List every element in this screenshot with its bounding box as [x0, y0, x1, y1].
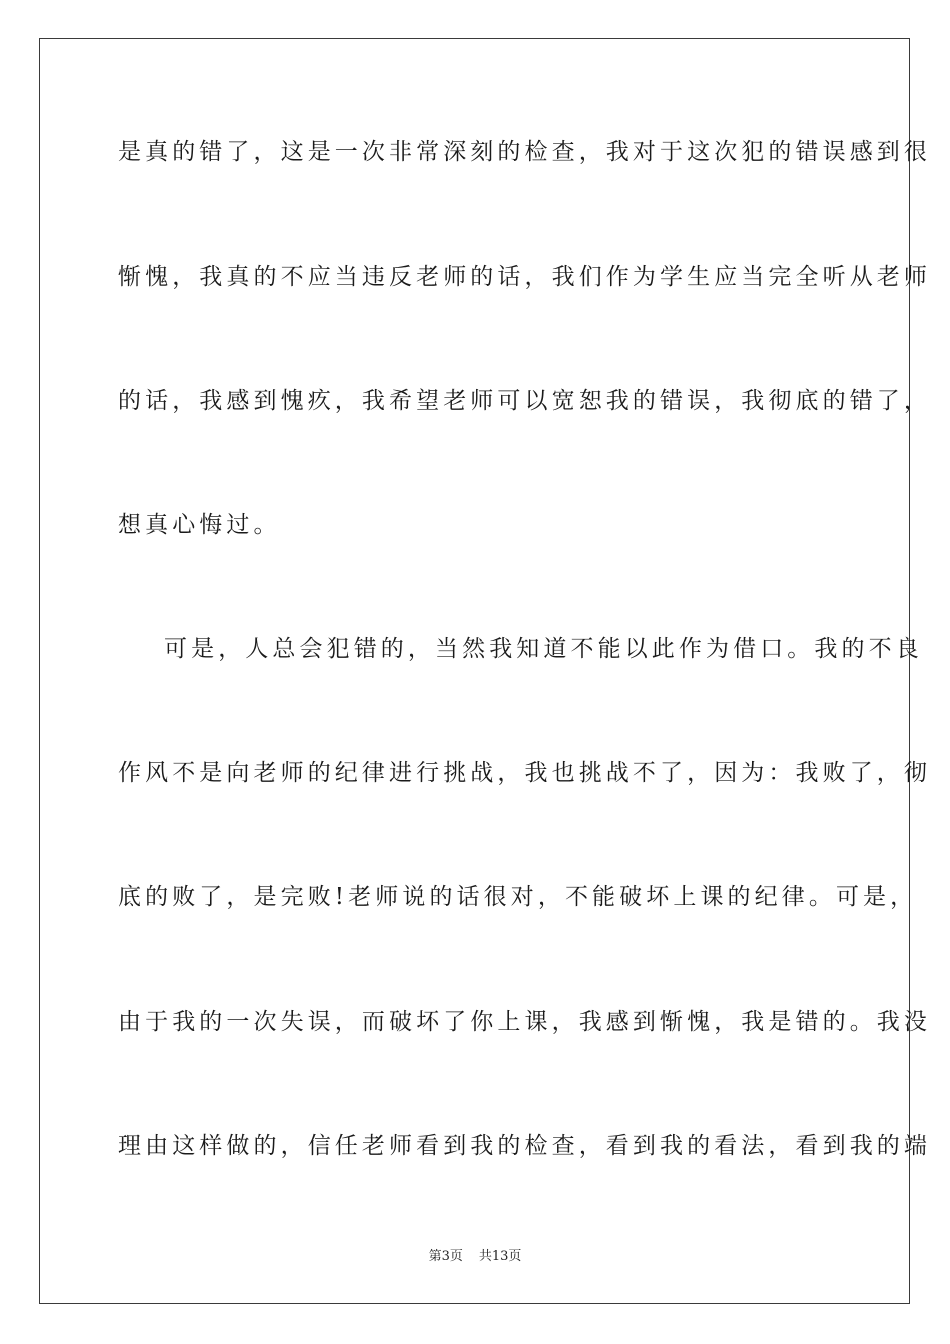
- body-text-line: 是真的错了，这是一次非常深刻的检查，我对于这次犯的错误感到很: [118, 139, 931, 165]
- body-text-line: 的话，我感到愧疚，我希望老师可以宽恕我的错误，我彻底的错了，: [118, 388, 931, 414]
- page-number-footer: [0, 1248, 950, 1266]
- current-page-label: 第3页: [428, 1249, 463, 1264]
- body-text-line: 惭愧，我真的不应当违反老师的话，我们作为学生应当完全听从老师: [118, 264, 931, 290]
- body-text-line: 理由这样做的，信任老师看到我的检查，看到我的看法，看到我的端: [118, 1133, 931, 1159]
- body-text-line: 由于我的一次失误，而破坏了你上课，我感到惭愧，我是错的。我没: [118, 1009, 931, 1035]
- paragraph-first-line: 可是，人总会犯错的，当然我知道不能以此作为借口。我的不良: [164, 636, 923, 662]
- body-text-line: 作风不是向老师的纪律进行挑战，我也挑战不了，因为：我败了，彻: [118, 760, 931, 786]
- body-text-line: 想真心悔过。: [118, 512, 281, 538]
- body-text-line: 底的败了，是完败!老师说的话很对，不能破坏上课的纪律。可是，: [118, 884, 918, 910]
- page-border: [39, 38, 931, 1304]
- total-pages-label: 共13页: [478, 1249, 522, 1264]
